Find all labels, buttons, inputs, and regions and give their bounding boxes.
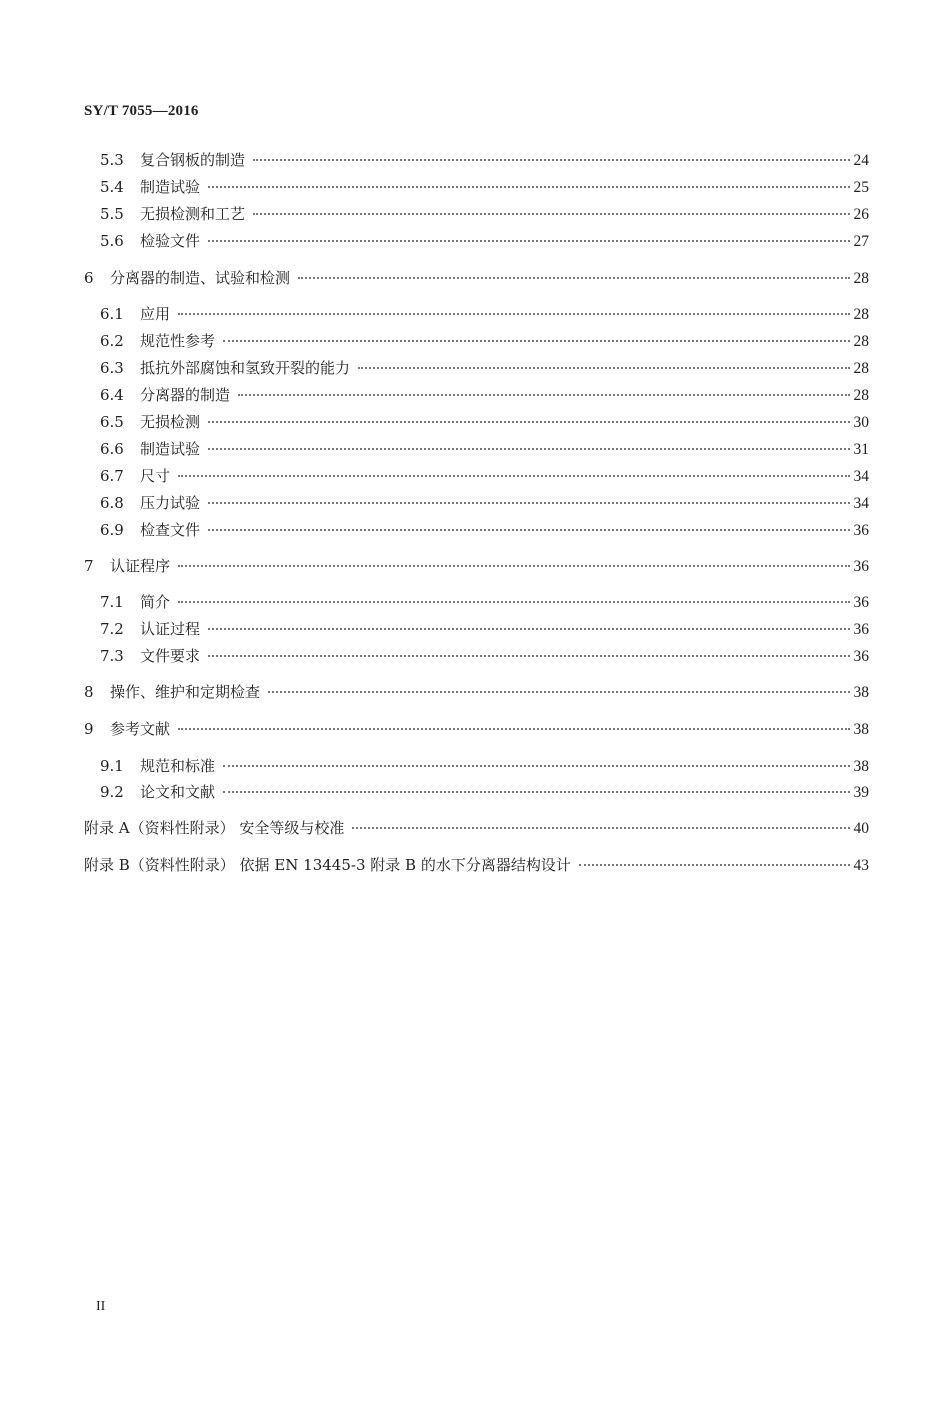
toc-entry-title: 分离器的制造 [140,386,231,404]
toc-entry-page: 34 [853,495,869,512]
dot-leader [178,601,849,603]
dot-leader [178,565,849,567]
dot-leader [253,213,849,215]
toc-entry-page: 36 [853,558,869,575]
toc-entry-title: 复合钢板的制造 [140,151,246,169]
toc-entry-title: 规范和标准 [140,757,216,775]
dot-leader [223,791,849,793]
toc-entry-page: 25 [853,179,869,196]
toc-entry-page: 38 [853,684,869,701]
toc-entry-page: 38 [853,721,869,738]
dot-leader [298,277,849,279]
dot-leader [238,394,849,396]
toc-entry-6-8[interactable] [100,492,869,514]
toc-entry-page: 28 [853,270,869,287]
toc-entry-number: 6 [84,269,94,287]
toc-entry-page: 26 [853,206,869,223]
toc-entry-number: 6.2 [100,332,124,350]
dot-leader [208,655,849,657]
toc-entry-6-4[interactable] [100,384,869,406]
toc-entry-page: 39 [853,784,869,801]
toc-entry-number: 7.1 [100,593,124,611]
toc-entry-title: 参考文献 [110,720,171,738]
toc-entry-number: 6.8 [100,494,124,512]
toc-entry-9[interactable] [84,718,869,740]
toc-entry-6-9[interactable] [100,519,869,541]
dot-leader [178,728,849,730]
toc-entry-page: 28 [853,387,869,404]
standard-code: SY/T 7055—2016 [84,103,199,119]
toc-entry-number: 7.3 [100,647,124,665]
toc-entry-6-7[interactable] [100,465,869,487]
dot-leader [223,765,849,767]
dot-leader [352,827,849,829]
dot-leader [268,691,849,693]
toc-entry-6-2[interactable] [100,330,869,352]
dot-leader [223,340,849,342]
toc-entry-6-6[interactable] [100,438,869,460]
toc-entry-title: 压力试验 [140,494,201,512]
toc-entry-page: 36 [853,522,869,539]
toc-entry-title: 无损检测 [140,413,201,431]
toc-entry-number: 7.2 [100,620,124,638]
dot-leader [208,628,849,630]
toc-entry-page: 28 [853,333,869,350]
dot-leader [579,864,850,866]
toc-entry-number: 9.2 [100,783,124,801]
toc-entry-number: 5.4 [100,178,124,196]
dot-leader [358,367,849,369]
toc-entry-number: 9 [84,720,94,738]
toc-entry-number: 8 [84,683,94,701]
toc-entry-7-2[interactable] [100,618,869,640]
toc-entry-8[interactable] [84,681,869,703]
toc-entry-page: 30 [853,414,869,431]
toc-entry-page: 38 [853,758,869,775]
toc-entry-appendix-a[interactable] [84,817,869,839]
toc-entry-5-3[interactable] [100,149,869,171]
toc-entry-page: 28 [853,306,869,323]
toc-entry-5-4[interactable] [100,176,869,198]
toc-entry-6-5[interactable] [100,411,869,433]
toc-entry-number: 6.4 [100,386,124,404]
toc-entry-title: 认证过程 [140,620,201,638]
toc-entry-5-5[interactable] [100,203,869,225]
toc-entry-title: 操作、维护和定期检查 [110,683,261,701]
toc-entry-title: 尺寸 [140,467,171,485]
dot-leader [208,421,849,423]
toc-entry-number: 6.5 [100,413,124,431]
toc-entry-title: 文件要求 [140,647,201,665]
toc-entry-number: 5.6 [100,232,124,250]
toc-entry-page: 31 [853,441,869,458]
dot-leader [178,475,849,477]
toc-entry-number: 9.1 [100,757,124,775]
toc-entry-number: 5.5 [100,205,124,223]
toc-entry-number: 5.3 [100,151,124,169]
toc-entry-title: 制造试验 [140,440,201,458]
toc-entry-title: 分离器的制造、试验和检测 [110,269,291,287]
toc-entry-page: 34 [853,468,869,485]
toc-entry-5-6[interactable] [100,230,869,252]
toc-entry-number: 6.6 [100,440,124,458]
toc-entry-title: 论文和文献 [140,783,216,801]
toc-entry-7[interactable] [84,555,869,577]
dot-leader [253,159,849,161]
toc-entry-page: 43 [853,857,869,874]
toc-entry-title: 规范性参考 [140,332,216,350]
dot-leader [208,186,849,188]
dot-leader [208,502,849,504]
toc-entry-title: 制造试验 [140,178,201,196]
toc-entry-number: 6.3 [100,359,124,377]
dot-leader [178,313,849,315]
toc-entry-7-3[interactable] [100,645,869,667]
toc-entry-page: 24 [853,152,869,169]
toc-entry-9-1[interactable] [100,755,869,777]
toc-entry-number: 6.7 [100,467,124,485]
toc-entry-page: 28 [853,360,869,377]
toc-entry-title: 认证程序 [110,557,171,575]
dot-leader [208,529,849,531]
toc-entry-9-2[interactable] [100,781,869,803]
toc-entry-page: 36 [853,648,869,665]
toc-entry-7-1[interactable] [100,591,869,613]
page-number: II [96,1299,106,1314]
toc-entry-page: 40 [853,820,869,837]
toc-entry-title: 附录 A（资料性附录） 安全等级与校准 [84,819,345,837]
toc-entry-6-1[interactable] [100,303,869,325]
toc-entry-number: 6.1 [100,305,124,323]
toc-entry-title: 无损检测和工艺 [140,205,246,223]
dot-leader [208,240,849,242]
toc-entry-6-3[interactable] [100,357,869,379]
toc-entry-number: 7 [84,557,94,575]
toc-entry-title: 附录 B（资料性附录） 依据 EN 13445-3 附录 B 的水下分离器结构设计 [84,856,571,874]
toc-entry-page: 36 [853,594,869,611]
dot-leader [208,448,849,450]
toc-entry-appendix-b[interactable] [84,854,869,876]
toc-entry-page: 27 [853,233,869,250]
toc-entry-title: 抵抗外部腐蚀和氢致开裂的能力 [140,359,351,377]
toc-entry-title: 应用 [140,305,171,323]
toc-entry-number: 6.9 [100,521,124,539]
toc-entry-title: 检查文件 [140,521,201,539]
toc-entry-page: 36 [853,621,869,638]
toc-entry-6[interactable] [84,267,869,289]
toc-entry-title: 检验文件 [140,232,201,250]
toc-entry-title: 简介 [140,593,171,611]
